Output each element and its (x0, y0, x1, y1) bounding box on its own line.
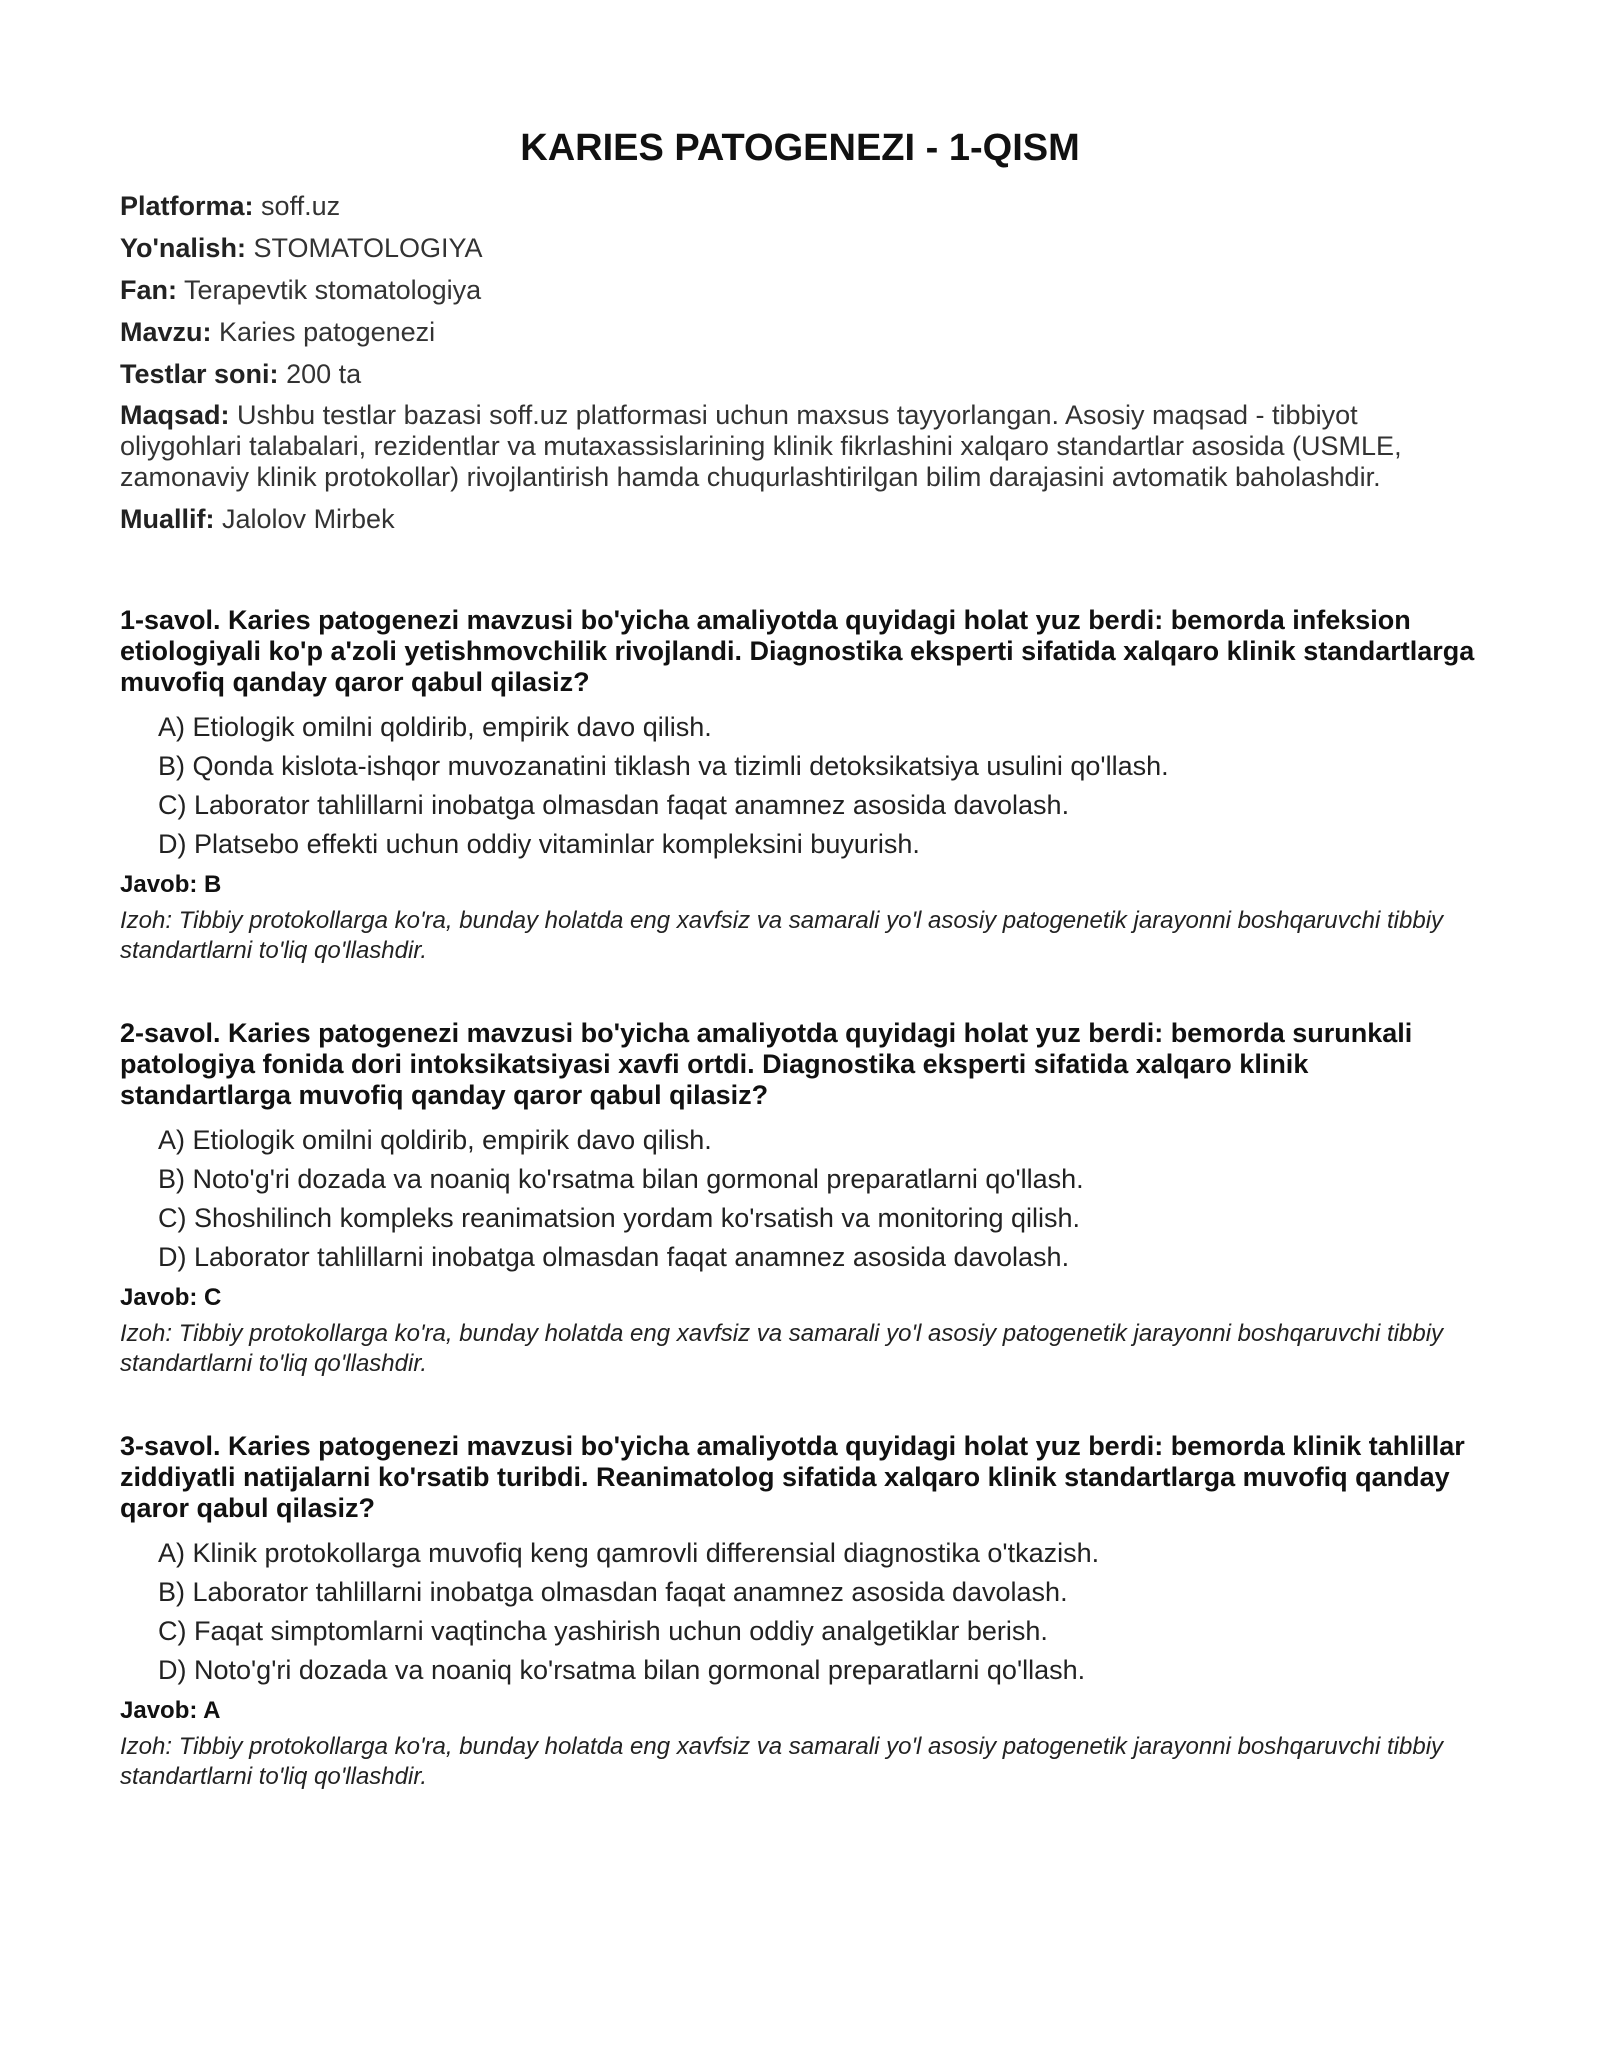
meta-label: Testlar soni: (120, 359, 279, 389)
explanation-note: Izoh: Tibbiy protokollarga ko'ra, bunday holatda eng xavfsiz va samarali yo'l asosiy patogenetik jarayonni boshqaruvchi tibbiy standartlarni to'liq qo'llashdir. (120, 1320, 1444, 1377)
question-1 (120, 605, 1480, 966)
document-title: KARIES PATOGENEZI - 1-QISM (520, 127, 1080, 169)
option-c: C) Laborator tahlillarni inobatga olmasdan faqat anamnez asosida davolash. (158, 790, 1070, 820)
option-a: A) Klinik protokollarga muvofiq keng qamrovli differensial diagnostika o'tkazish. (158, 1538, 1100, 1568)
question-text: 3-savol. Karies patogenezi mavzusi bo'yicha amaliyotda quyidagi holat yuz berdi: bemorda klinik tahlillar ziddiyatli natijalarni ko'rsatib turibdi. Reanimatolog sifatida xalqaro klinik standartlarga muvofiq qanday qaror qabul qilasiz? (120, 1431, 1465, 1523)
meta-platform (120, 190, 1480, 222)
meta-value: Terapevtik stomatologiya (184, 275, 482, 305)
meta-label: Fan: (120, 275, 177, 305)
option-b: B) Laborator tahlillarni inobatga olmasdan faqat anamnez asosida davolash. (158, 1577, 1068, 1607)
option-c: C) Shoshilinch kompleks reanimatsion yordam ko'rsatish va monitoring qilish. (158, 1203, 1081, 1233)
meta-test-count (120, 358, 1480, 390)
option-d: D) Noto'g'ri dozada va noaniq ko'rsatma bilan gormonal preparatlarni qo'llash. (158, 1655, 1086, 1685)
answer-label: Javob: B (120, 871, 222, 898)
answer-label: Javob: C (120, 1284, 222, 1311)
option-a: A) Etiologik omilni qoldirib, empirik davo qilish. (158, 1125, 712, 1155)
option-a: A) Etiologik omilni qoldirib, empirik davo qilish. (158, 712, 712, 742)
meta-value: 200 ta (286, 359, 362, 389)
meta-value: STOMATOLOGIYA (253, 233, 483, 263)
option-b: B) Noto'g'ri dozada va noaniq ko'rsatma bilan gormonal preparatlarni qo'llash. (158, 1164, 1084, 1194)
question-list (120, 605, 1480, 1792)
option-d: D) Laborator tahlillarni inobatga olmasdan faqat anamnez asosida davolash. (158, 1242, 1070, 1272)
meta-value: Ushbu testlar bazasi soff.uz platformasi uchun maxsus tayyorlangan. Asosiy maqsad - tibbiyot oliygohlari talabalari, rezidentlar va mutaxassislarining klinik fikrlashini xalqaro standartlar asosida (USMLE, zamonaviy klinik protokollar) rivojlantirish hamda chuqurlashtirilgan bilim darajasini avtomatik baholashdir. (120, 400, 1402, 492)
option-d: D) Platsebo effekti uchun oddiy vitaminlar kompleksini buyurish. (158, 829, 920, 859)
meta-topic (120, 316, 1480, 348)
document-meta (120, 190, 1480, 535)
meta-value: Jalolov Mirbek (222, 504, 395, 534)
answer-label: Javob: A (120, 1697, 221, 1724)
meta-label: Mavzu: (120, 317, 212, 347)
meta-label: Muallif: (120, 504, 215, 534)
explanation-note: Izoh: Tibbiy protokollarga ko'ra, bunday holatda eng xavfsiz va samarali yo'l asosiy patogenetik jarayonni boshqaruvchi tibbiy standartlarni to'liq qo'llashdir. (120, 907, 1444, 964)
meta-subject (120, 274, 1480, 306)
question-2 (120, 1018, 1480, 1379)
document-page (120, 0, 1480, 1844)
option-b: B) Qonda kislota-ishqor muvozanatini tiklash va tizimli detoksikatsiya usulini qo'llash. (158, 751, 1169, 781)
option-list (120, 1538, 1480, 1686)
explanation-note: Izoh: Tibbiy protokollarga ko'ra, bunday holatda eng xavfsiz va samarali yo'l asosiy patogenetik jarayonni boshqaruvchi tibbiy standartlarni to'liq qo'llashdir. (120, 1733, 1444, 1790)
meta-label: Platforma: (120, 191, 254, 221)
meta-direction (120, 232, 1480, 264)
meta-label: Maqsad: (120, 400, 230, 430)
meta-author (120, 503, 1480, 535)
meta-value: Karies patogenezi (219, 317, 436, 347)
meta-label: Yo'nalish: (120, 233, 246, 263)
meta-value: soff.uz (261, 191, 341, 221)
question-text: 1-savol. Karies patogenezi mavzusi bo'yicha amaliyotda quyidagi holat yuz berdi: bemorda infeksion etiologiyali ko'p a'zoli yetishmovchilik rivojlandi. Diagnostika eksperti sifatida xalqaro klinik standartlarga muvofiq qanday qaror qabul qilasiz? (120, 605, 1475, 697)
meta-goal (120, 400, 1480, 493)
option-c: C) Faqat simptomlarni vaqtincha yashirish uchun oddiy analgetiklar berish. (158, 1616, 1048, 1646)
question-3 (120, 1431, 1480, 1792)
option-list (120, 712, 1480, 860)
question-text: 2-savol. Karies patogenezi mavzusi bo'yicha amaliyotda quyidagi holat yuz berdi: bemorda surunkali patologiya fonida dori intoksikatsiyasi xavfi ortdi. Diagnostika eksperti sifatida xalqaro klinik standartlarga muvofiq qanday qaror qabul qilasiz? (120, 1018, 1413, 1110)
option-list (120, 1125, 1480, 1273)
